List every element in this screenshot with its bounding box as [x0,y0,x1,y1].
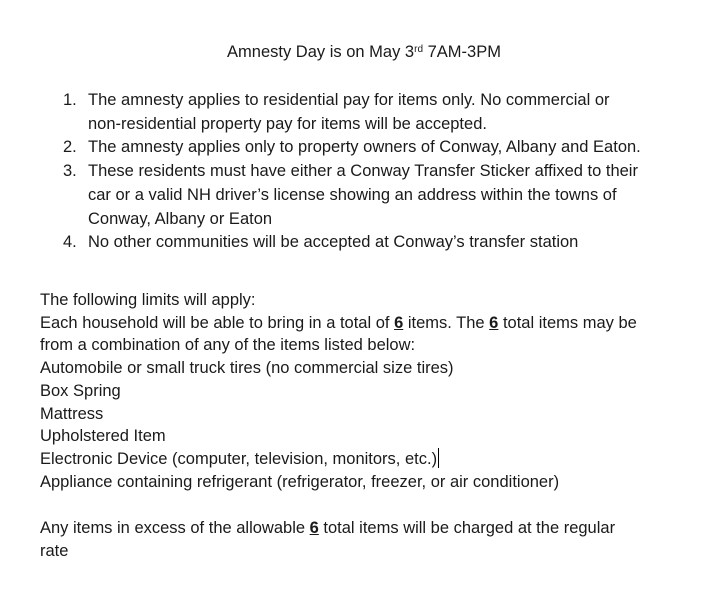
household-limit-text: total items may be [498,313,637,332]
page-title [0,40,714,64]
rule-3-line-3: Conway, Albany or Eaton [88,209,273,228]
rule-2-line-1: The amnesty applies only to property owners of Conway, Albany and Eaton. [88,138,641,157]
rule-item-2 [63,136,688,160]
excess-text: Any items in excess of the allowable [40,519,310,537]
rule-number: 1. [63,91,77,109]
combination-line: from a combination of any of the items listed below: [40,336,416,355]
rule-1-line-1: The amnesty applies to residential pay for items only. No commercial or [88,91,610,109]
household-limit-text: Each household will be able to bring in a total of [40,313,395,332]
item-count-emphasis: 6 [394,313,404,332]
accepted-item: Mattress [40,404,104,423]
excess-section [40,517,690,562]
rule-4-line-1: No other communities will be accepted at Conway’s transfer station [88,233,579,252]
limits-heading: The following limits will apply: [40,291,256,309]
household-limit-line [40,312,690,335]
accepted-item-with-cursor[interactable] [40,448,690,471]
item-count-emphasis: 6 [489,313,499,332]
excess-text: total items will be charged at the regular [318,519,616,537]
rule-item-3 [63,160,688,231]
limits-section [40,289,690,493]
item-count-emphasis: 6 [309,519,319,537]
title-prefix: Amnesty Day is on May 3 [227,43,415,61]
accepted-item: Upholstered Item [40,427,166,446]
rule-number: 4. [63,233,77,252]
household-limit-text: items. The [403,313,490,332]
accepted-item: Automobile or small truck tires (no commercial size tires) [40,359,454,378]
rule-number: 2. [63,138,77,157]
excess-line-1 [40,517,690,540]
excess-line-2: rate [40,541,69,560]
title-ordinal-suffix: rd [414,44,424,55]
accepted-item: Appliance containing refrigerant (refrigerator, freezer, or air conditioner) [40,472,560,491]
rules-list [63,89,688,255]
text-cursor [438,448,439,468]
rule-3-line-1: These residents must have either a Conway Transfer Sticker affixed to their [88,162,638,181]
rule-item-1 [63,89,688,136]
accepted-item: Box Spring [40,381,121,400]
accepted-item: Electronic Device (computer, television, monitors, etc.) [40,449,438,468]
title-time-range: 7AM-3PM [423,43,501,61]
rule-item-4 [63,231,688,255]
rule-1-line-2: non-residential property pay for items will be accepted. [88,114,487,133]
rule-number: 3. [63,162,77,181]
rule-3-line-2: car or a valid NH driver’s license showing an address within the towns of [88,185,617,204]
